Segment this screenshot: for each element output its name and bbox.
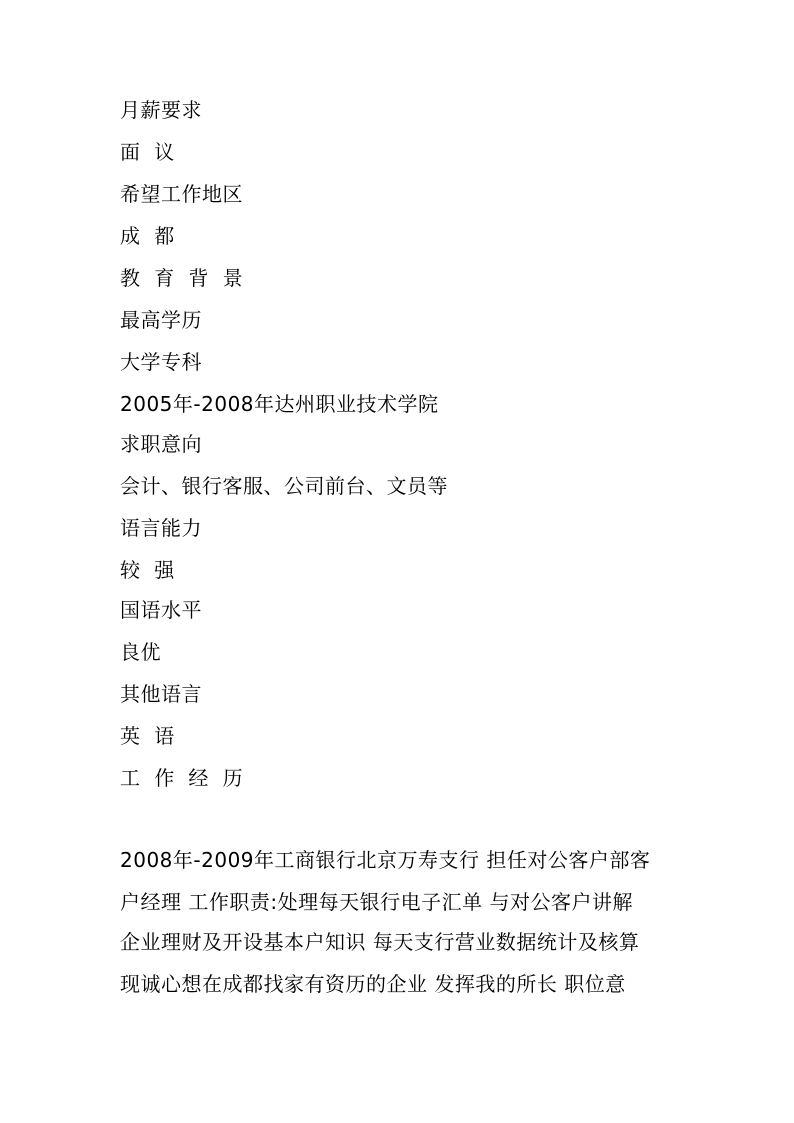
language-ability-label: 语言能力 <box>120 516 202 540</box>
mandarin-value: 良优 <box>120 640 161 664</box>
work-experience-heading: 工 作 经 历 <box>120 766 244 790</box>
education-heading: 教 育 背 景 <box>120 266 244 290</box>
job-intention-value: 会计、银行客服、公司前台、文员等 <box>120 474 448 498</box>
degree-value: 大学专科 <box>120 350 202 374</box>
other-language-label: 其他语言 <box>120 682 202 706</box>
paragraph-line: 企业理财及开设基本户知识 每天支行营业数据统计及核算 <box>120 930 640 954</box>
school-entry: 2005年-2008年达州职业技术学院 <box>120 392 439 416</box>
job-intention-label: 求职意向 <box>120 432 202 456</box>
paragraph-line: 2008年-2009年工商银行北京万寿支行 担任对公客户部客 <box>120 848 651 872</box>
degree-label: 最高学历 <box>120 308 202 332</box>
other-language-value: 英 语 <box>120 724 175 748</box>
salary-value: 面 议 <box>120 140 175 164</box>
salary-label: 月薪要求 <box>120 98 202 122</box>
paragraph-line: 现诚心想在成都找家有资历的企业 发挥我的所长 职位意 <box>120 972 626 996</box>
mandarin-label: 国语水平 <box>120 598 202 622</box>
language-ability-value: 较 强 <box>120 558 175 582</box>
region-label: 希望工作地区 <box>120 182 243 206</box>
region-value: 成 都 <box>120 224 175 248</box>
paragraph-line: 户经理 工作职责:处理每天银行电子汇单 与对公客户讲解 <box>120 890 633 914</box>
